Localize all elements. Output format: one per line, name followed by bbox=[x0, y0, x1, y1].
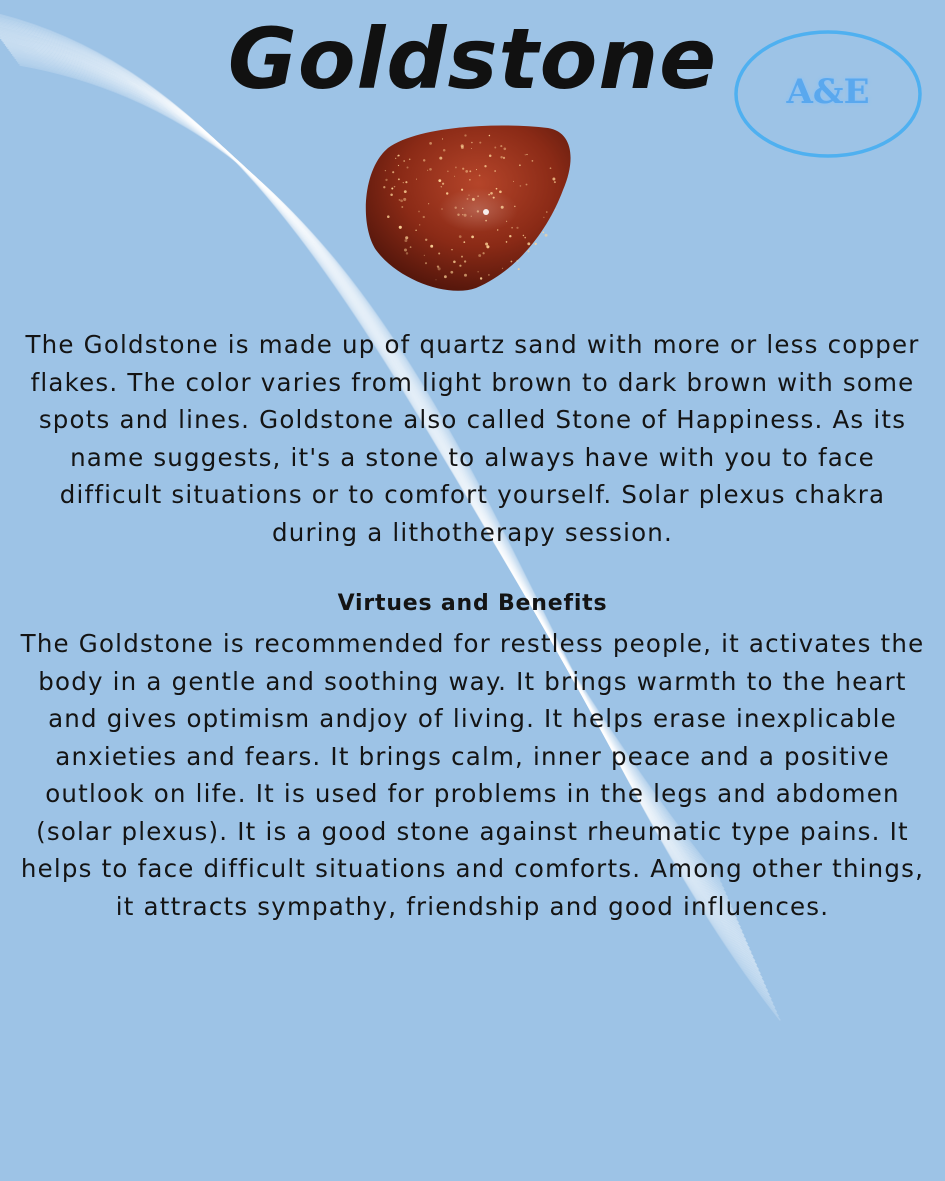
logo-text: A&E bbox=[786, 72, 870, 112]
virtues-heading: Virtues and Benefits bbox=[337, 591, 608, 616]
intro-paragraph: The Goldstone is made up of quartz sand with more or less copper flakes. The color varies from light brown to dark brown with some spots and lines. Goldstone also called Stone of Happiness. As its name suggests, it's a stone to always have with you to face difficult situations or to comfort yourself. Solar plexus chakra during a lithotherapy session. bbox=[25, 330, 920, 547]
page-title: Goldstone bbox=[227, 10, 718, 108]
virtues-paragraph: The Goldstone is recommended for restless people, it activates the body in a gentle and soothing way. It brings warmth to the heart and gives optimism andjoy of living. It helps erase inexplicable anxieties and fears. It brings calm, inner peace and a positive outlook on life. It is used for problems in the legs and abdomen (solar plexus). It is a good stone against rheumatic type pains. It helps to face difficult situations and comforts. Among other things, it attracts sympathy, friendship and good influences. bbox=[20, 629, 925, 921]
goldstone-image bbox=[358, 120, 580, 295]
brand-logo bbox=[730, 22, 926, 167]
